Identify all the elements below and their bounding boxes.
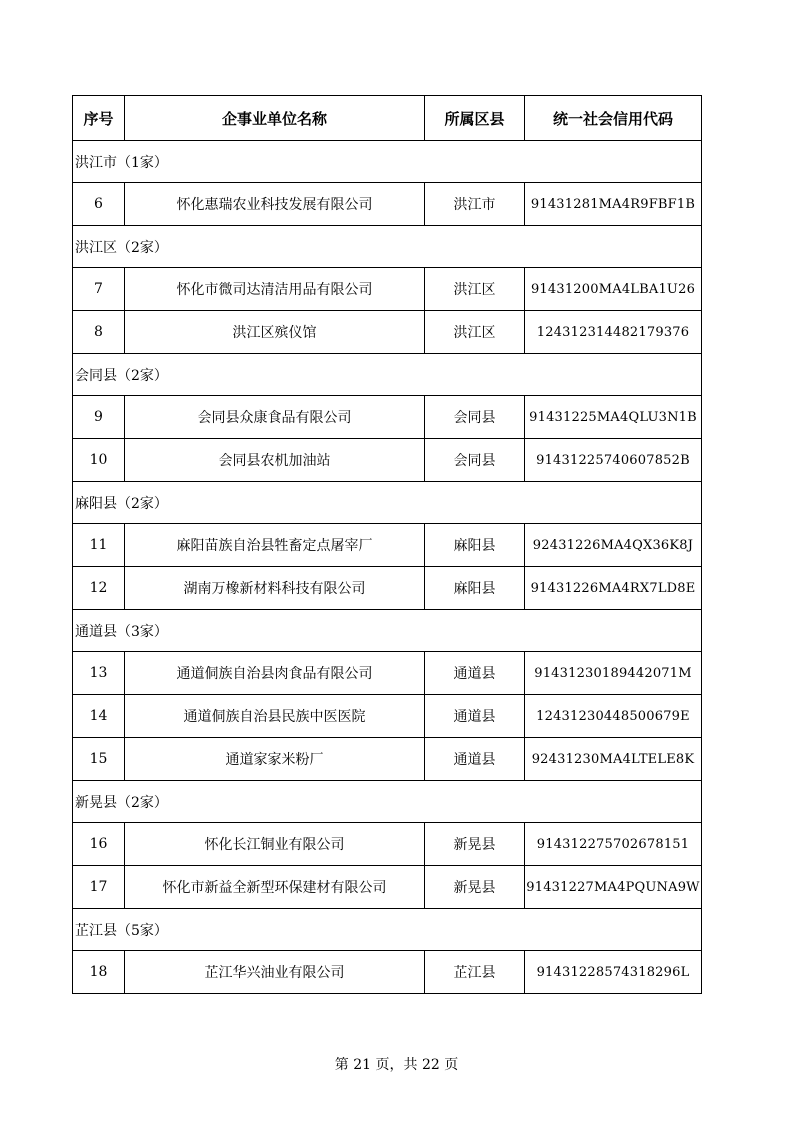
cell-county: 新晃县 xyxy=(425,866,525,909)
table-row xyxy=(73,183,702,226)
cell-serial: 13 xyxy=(73,652,125,695)
header-serial: 序号 xyxy=(73,96,125,141)
cell-credit-code: 91431200MA4LBA1U26 xyxy=(525,268,702,311)
cell-county: 麻阳县 xyxy=(425,524,525,567)
cell-county: 芷江县 xyxy=(425,951,525,994)
table-row xyxy=(73,524,702,567)
cell-serial: 16 xyxy=(73,823,125,866)
cell-credit-code: 91431225MA4QLU3N1B xyxy=(525,396,702,439)
group-label: 洪江市（1家） xyxy=(73,141,702,183)
cell-county: 洪江区 xyxy=(425,311,525,354)
table-header-row xyxy=(73,96,702,141)
cell-serial: 18 xyxy=(73,951,125,994)
cell-county: 新晃县 xyxy=(425,823,525,866)
cell-unit-name: 湖南万橡新材料科技有限公司 xyxy=(125,567,425,610)
group-label: 芷江县（5家） xyxy=(73,909,702,951)
cell-county: 通道县 xyxy=(425,695,525,738)
cell-unit-name: 麻阳苗族自治县牲畜定点屠宰厂 xyxy=(125,524,425,567)
cell-unit-name: 怀化长江铜业有限公司 xyxy=(125,823,425,866)
cell-unit-name: 怀化市微司达清洁用品有限公司 xyxy=(125,268,425,311)
cell-serial: 8 xyxy=(73,311,125,354)
group-label: 通道县（3家） xyxy=(73,610,702,652)
cell-credit-code: 91431230189442071M xyxy=(525,652,702,695)
table-row xyxy=(73,951,702,994)
table-row xyxy=(73,738,702,781)
cell-credit-code: 91431228574318296L xyxy=(525,951,702,994)
group-label: 麻阳县（2家） xyxy=(73,482,702,524)
cell-unit-name: 芷江华兴油业有限公司 xyxy=(125,951,425,994)
enterprise-table xyxy=(72,95,702,994)
cell-serial: 10 xyxy=(73,439,125,482)
table-row xyxy=(73,567,702,610)
cell-credit-code: 92431230MA4LTELE8K xyxy=(525,738,702,781)
cell-unit-name: 怀化市新益全新型环保建材有限公司 xyxy=(125,866,425,909)
cell-serial: 15 xyxy=(73,738,125,781)
cell-county: 通道县 xyxy=(425,652,525,695)
table-row xyxy=(73,439,702,482)
group-row xyxy=(73,909,702,951)
group-label: 洪江区（2家） xyxy=(73,226,702,268)
cell-credit-code: 92431226MA4QX36K8J xyxy=(525,524,702,567)
cell-county: 通道县 xyxy=(425,738,525,781)
cell-serial: 11 xyxy=(73,524,125,567)
page-footer xyxy=(0,1054,793,1074)
cell-serial: 17 xyxy=(73,866,125,909)
group-row xyxy=(73,354,702,396)
header-credit-code: 统一社会信用代码 xyxy=(525,96,702,141)
group-label: 会同县（2家） xyxy=(73,354,702,396)
group-row xyxy=(73,141,702,183)
cell-serial: 12 xyxy=(73,567,125,610)
group-row xyxy=(73,781,702,823)
cell-unit-name: 通道侗族自治县民族中医医院 xyxy=(125,695,425,738)
table-row xyxy=(73,652,702,695)
cell-serial: 14 xyxy=(73,695,125,738)
cell-credit-code: 12431230448500679E xyxy=(525,695,702,738)
page-number-text: 第 21 页，共 22 页 xyxy=(334,1057,459,1073)
cell-credit-code: 91431226MA4RX7LD8E xyxy=(525,567,702,610)
header-unit-name: 企事业单位名称 xyxy=(125,96,425,141)
table-row xyxy=(73,823,702,866)
cell-unit-name: 会同县众康食品有限公司 xyxy=(125,396,425,439)
group-row xyxy=(73,610,702,652)
cell-county: 会同县 xyxy=(425,396,525,439)
cell-county: 洪江区 xyxy=(425,268,525,311)
cell-unit-name: 洪江区殡仪馆 xyxy=(125,311,425,354)
cell-unit-name: 会同县农机加油站 xyxy=(125,439,425,482)
table-row xyxy=(73,866,702,909)
cell-county: 洪江市 xyxy=(425,183,525,226)
cell-unit-name: 通道侗族自治县肉食品有限公司 xyxy=(125,652,425,695)
cell-county: 会同县 xyxy=(425,439,525,482)
cell-credit-code: 91431227MA4PQUNA9W xyxy=(525,866,702,909)
cell-credit-code: 91431281MA4R9FBF1B xyxy=(525,183,702,226)
cell-serial: 9 xyxy=(73,396,125,439)
cell-serial: 7 xyxy=(73,268,125,311)
header-county: 所属区县 xyxy=(425,96,525,141)
cell-unit-name: 怀化惠瑞农业科技发展有限公司 xyxy=(125,183,425,226)
group-row xyxy=(73,226,702,268)
table-row xyxy=(73,695,702,738)
cell-credit-code: 91431225740607852B xyxy=(525,439,702,482)
cell-serial: 6 xyxy=(73,183,125,226)
table-body xyxy=(73,141,702,994)
cell-credit-code: 124312314482179376 xyxy=(525,311,702,354)
table-row xyxy=(73,268,702,311)
table-row xyxy=(73,396,702,439)
cell-unit-name: 通道家家米粉厂 xyxy=(125,738,425,781)
group-label: 新晃县（2家） xyxy=(73,781,702,823)
cell-credit-code: 914312275702678151 xyxy=(525,823,702,866)
cell-county: 麻阳县 xyxy=(425,567,525,610)
table-row xyxy=(73,311,702,354)
group-row xyxy=(73,482,702,524)
